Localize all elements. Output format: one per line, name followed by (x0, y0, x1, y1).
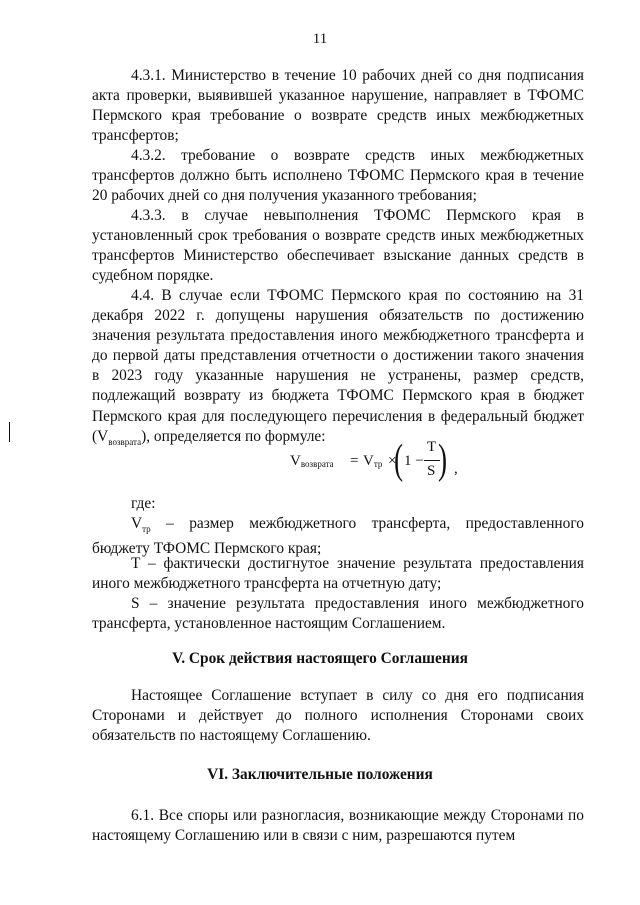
definition-vtr (92, 514, 584, 559)
paragraph-4-3-2: 4.3.2. требование о возврате средств иных межбюджетных трансфертов должно быть исполнено ТФОМС Пермского края в течение 20 рабочих дней со дня получения указанного требования; (92, 147, 584, 205)
formula-rhs-sub: тр (373, 459, 383, 469)
margin-mark (9, 422, 10, 442)
formula-times: × (388, 453, 397, 469)
formula-equals: = (350, 453, 359, 469)
v-return-subscript: возврата (108, 436, 142, 447)
definition-vtr-text: – размер межбюджетного трансферта, предоставленного бюджету ТФОМС Пермского края; (92, 515, 584, 558)
formula-lhs-v: V (290, 453, 301, 469)
return-formula (288, 437, 458, 487)
definition-vtr-symbol: V (131, 515, 143, 532)
paragraph-4-4-text: 4.4. В случае если ТФОМС Пермского края по состоянию на 31 декабря 2022 г. допущены нарушения обязательств по достижению значения результата предоставления иного межбюджетного трансферта и до первой даты представления отчетности о достижении такого значения в 2023 году указанные нарушения не устранены, размер средств, подлежащий возврату из бюджета ТФОМС Пермского края в бюджет Пермского края для последующего перечисления в федеральный бюджет ( (92, 287, 584, 445)
paragraph-4-3-1: 4.3.1. Министерство в течение 10 рабочих дней со дня подписания акта проверки, выявившей указанное нарушение, направляет в ТФОМС Пермского края требование о возврате средств иных межбюджетных трансфертов; (92, 67, 584, 145)
formula-comma: , (454, 461, 458, 477)
paragraph-4-4-end: ), определяется по формуле: (141, 427, 326, 445)
section-6-heading: VI. Заключительные положения (207, 766, 433, 783)
formula-rhs-v: V (363, 453, 374, 469)
formula-lhs (290, 453, 334, 470)
formula-denominator: S (427, 463, 436, 479)
formula-one-minus: 1 − (404, 453, 424, 469)
formula-right-paren: ) (438, 437, 448, 483)
formula-numerator: T (427, 439, 437, 455)
where-label: где: (131, 495, 156, 512)
definition-t: T – фактически достигнутое значение результата предоставления иного межбюджетного трансферта на отчетную дату; (92, 555, 584, 593)
formula-lhs-sub: возврата (300, 459, 334, 469)
definition-vtr-subscript: тр (142, 524, 151, 535)
v-return-symbol: V (97, 427, 109, 445)
formula-left-paren: ( (394, 437, 404, 483)
paragraph-4-4 (92, 286, 584, 452)
paragraph-6-1: 6.1. Все споры или разногласия, возникающие между Сторонами по настоящему Соглашению или в связи с ним, разрешаются путем (92, 807, 584, 845)
paragraph-4-3-3: 4.3.3. в случае невыполнения ТФОМС Пермского края в установленный срок требования о возврате средств иных межбюджетных трансфертов Министерство обеспечивает взыскание данных средств в судебном порядке. (92, 207, 584, 285)
formula-rhs (363, 453, 382, 470)
section-5-text: Настоящее Соглашение вступает в силу со дня его подписания Сторонами и действует до полного исполнения Сторонами своих обязательств по настоящему Соглашению. (92, 687, 584, 745)
definition-s: S – значение результата предоставления иного межбюджетного трансферта, установленное настоящим Соглашением. (92, 595, 584, 633)
section-5-heading: V. Срок действия настоящего Соглашения (172, 650, 468, 667)
page-number: 11 (312, 31, 328, 47)
